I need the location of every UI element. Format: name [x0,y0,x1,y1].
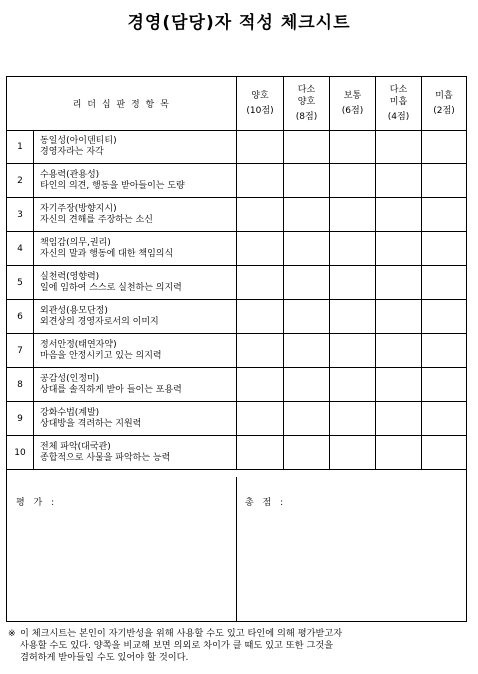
item-detail: 자신의 말과 행동에 대한 책임의식 [40,249,174,259]
item-description [40,306,159,328]
item-row [7,334,466,368]
rating-cell[interactable] [236,232,283,265]
rating-label: 다소 [297,85,316,95]
item-row [7,402,466,436]
rating-cell[interactable] [329,232,375,265]
item-row [7,232,466,266]
rating-cell[interactable] [329,334,375,367]
rating-cell[interactable] [375,368,421,401]
item-detail: 상대방을 격려하는 지원력 [40,419,142,429]
item-number: 4 [7,232,34,265]
rating-cell[interactable] [236,334,283,367]
item-number: 1 [7,130,34,163]
item-number: 2 [7,164,34,197]
summary-divider [236,477,237,621]
item-number: 7 [7,334,34,367]
rating-cell[interactable] [283,130,329,163]
rating-cell[interactable] [421,300,466,333]
reference-mark: ※ [8,628,16,639]
rating-cell[interactable] [329,164,375,197]
rating-cell[interactable] [283,232,329,265]
rating-label: 미흡 [389,97,408,107]
item-description [40,272,182,294]
rating-cell[interactable] [236,436,283,469]
rating-cell[interactable] [283,334,329,367]
item-row [7,436,466,470]
rating-cell[interactable] [329,368,375,401]
rating-cell[interactable] [329,198,375,231]
rating-cell[interactable] [283,300,329,333]
item-title: 실천력(영향력) [40,272,100,282]
rating-column-header [236,77,283,130]
rating-cell[interactable] [329,402,375,435]
rating-label: 다소 [389,85,408,95]
item-detail: 종합적으로 사물을 파악하는 능력 [40,453,171,463]
item-number: 8 [7,368,34,401]
rating-cell[interactable] [236,300,283,333]
rating-cell[interactable] [283,436,329,469]
rating-cell[interactable] [375,164,421,197]
rating-cell[interactable] [421,130,466,163]
item-description [40,136,117,158]
item-number: 3 [7,198,34,231]
rating-label: 보통 [343,91,362,101]
rating-label: 미흡 [435,91,453,101]
item-number: 9 [7,402,34,435]
rating-points: (4점) [387,112,410,122]
item-title: 책임감(의무,권리) [40,238,111,248]
rating-cell[interactable] [375,198,421,231]
rating-cell[interactable] [421,198,466,231]
footnote-line: 사용할 수도 있다. 양쪽을 비교해 보면 의외로 차이가 클 때도 있고 또한 그것을 [20,640,334,651]
rating-column-header [421,77,466,130]
item-detail: 상대를 솔직하게 받아 들이는 포용력 [40,385,182,395]
footnote-line: 이 체크시트는 본인이 자기반성을 위해 사용할 수도 있고 타인에 의해 평가받고자 [20,628,343,639]
summary-area [7,477,466,621]
rating-cell[interactable] [283,368,329,401]
rating-cell[interactable] [375,232,421,265]
rating-cell[interactable] [236,130,283,163]
item-number: 6 [7,300,34,333]
rating-label: 양호 [297,97,316,107]
rating-cell[interactable] [236,368,283,401]
item-detail: 경영자라는 자각 [40,147,104,157]
item-title: 공감성(인정미) [40,374,100,384]
rating-label: 양호 [251,91,269,101]
footnote [8,628,470,664]
item-description [40,442,170,464]
item-description [40,170,185,192]
item-number: 10 [7,436,34,469]
item-title: 강화수법(계발) [40,408,100,418]
item-title: 동일성(아이덴티티) [40,136,117,146]
rating-points: (6점) [341,106,364,116]
rating-cell[interactable] [421,164,466,197]
rating-cell[interactable] [329,130,375,163]
rating-points: (10점) [246,106,274,116]
criteria-header: 리 더 십 판 정 항 목 [72,100,171,110]
item-description [40,238,173,260]
item-title: 전체 파악(대국관) [40,442,111,452]
rating-cell[interactable] [283,164,329,197]
item-description [40,374,182,396]
evaluation-label: 평 가 : [16,498,58,508]
rating-cell[interactable] [421,436,466,469]
rating-cell[interactable] [375,300,421,333]
rating-cell[interactable] [329,300,375,333]
rating-cell[interactable] [421,402,466,435]
rating-cell[interactable] [421,266,466,299]
item-row [7,130,466,164]
rating-cell[interactable] [283,266,329,299]
item-title: 외관성(용모단정) [40,306,108,316]
item-row [7,300,466,334]
item-detail: 외견상의 경영자로서의 이미지 [40,317,159,327]
item-description [40,204,153,226]
rating-cell[interactable] [421,334,466,367]
rating-cell[interactable] [329,266,375,299]
item-title: 수용력(관용성) [40,170,100,180]
footnote-line: 겸허하게 받아들일 수도 있어야 할 것이다. [20,652,189,663]
item-row [7,198,466,232]
rating-points: (8점) [295,112,318,122]
rating-cell[interactable] [236,402,283,435]
rating-cell[interactable] [375,334,421,367]
item-number: 5 [7,266,34,299]
item-title: 정서안정(태연자약) [40,340,117,350]
checksheet-table [6,76,467,622]
rating-cell[interactable] [236,266,283,299]
rating-cell[interactable] [421,368,466,401]
sheet-title: 경영(담당)자 적성 체크시트 [127,13,351,33]
rating-cell[interactable] [375,130,421,163]
item-detail: 타인의 의견, 행동을 받아들이는 도량 [40,181,185,191]
item-description [40,340,162,362]
rating-column-header [375,77,421,130]
rating-cell[interactable] [283,402,329,435]
item-row [7,266,466,300]
item-detail: 자신의 견해를 주장하는 소신 [40,215,153,225]
item-row [7,164,466,198]
rating-cell[interactable] [236,198,283,231]
item-title: 자기주장(방향지시) [40,204,117,214]
rating-cell[interactable] [375,402,421,435]
rating-column-header [329,77,375,130]
item-description [40,408,141,430]
rating-cell[interactable] [236,164,283,197]
rating-cell[interactable] [375,266,421,299]
rating-cell[interactable] [329,436,375,469]
item-detail: 일에 임하여 스스로 실천하는 의지력 [40,283,182,293]
rating-cell[interactable] [283,198,329,231]
table-header [7,77,466,131]
rating-points: (2점) [433,106,455,116]
item-detail: 마음을 안정시키고 있는 의지력 [40,351,162,361]
rating-column-header [283,77,329,130]
rating-cell[interactable] [375,436,421,469]
item-row [7,368,466,402]
rating-cell[interactable] [421,232,466,265]
total-score-label: 총 점 : [245,498,287,508]
